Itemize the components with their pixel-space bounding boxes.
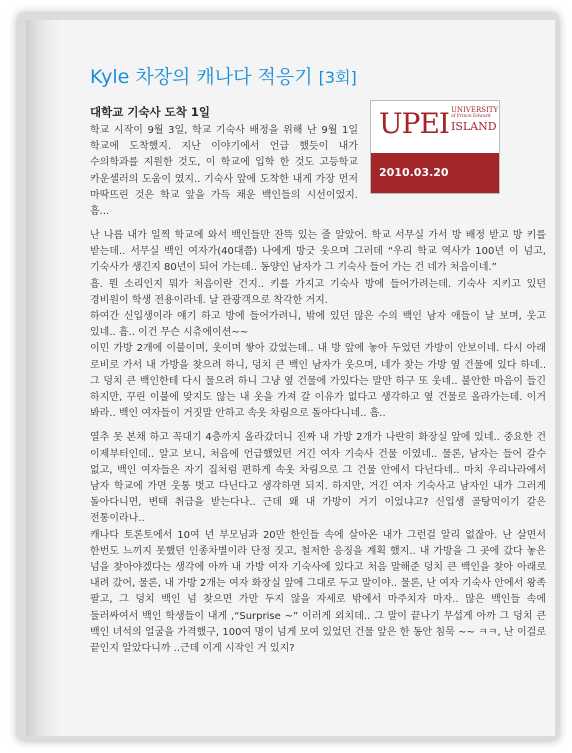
upei-logo-image bbox=[370, 100, 500, 194]
body-paragraph: 난 나름 내가 일찍 학교에 와서 백인들만 잔뜩 있는 줄 알았어. 학교 서무실 가서 방 배정 받고 방 키를 받는데.. 서무실 백인 여자가(40대쯤) 나에게 방긋 웃으며 그러데 “우리 학교 역사가 100년 이 넘고, 기숙사가 생긴지 80년이 되어 가는데.. 동양인 남자가 그 기숙사 들어 가는 건 네가 처음이네.” bbox=[90, 230, 546, 274]
body-paragraph: 하여간 신입생이라 얘기 하고 방에 들어가려니, 밖에 있던 많은 수의 백인 남자 애들이 날 보며, 웃고 있네.. 흠.. 이건 무슨 시츄에이션~~ bbox=[90, 311, 546, 339]
logo-of: of Prince Edward bbox=[451, 114, 491, 119]
article-date: 2010.03.20 bbox=[371, 153, 499, 193]
logo-island: ISLAND bbox=[451, 119, 497, 133]
article-subtitle: 대학교 기숙사 도착 1일 bbox=[90, 105, 210, 119]
logo-side-text bbox=[451, 107, 497, 132]
body-paragraph: 열추 못 본채 하고 꼭대기 4층까지 올라갔더니 진짜 내 가방 2개가 나란히 화장실 앞에 있네.. 중요한 건 이제부터인데.. 알고 보니, 처음에 언급했었던 거긴 여자 기숙사 건물 이였네.. 물론, 남자는 들어 갈수 없고, 백인 여자들은 자기 집처럼 편하게 속옷 차림으로 그 건물 안에서 다닌다네.. 마치 우리나라에서 남자 학교에 가면 웃통 벗고 다닌다고 생각하면 되지. 하지만, 거긴 여자 기숙사고 남자인 내가 그러게 돌아다니면, 변태 취급을 받는다나.. 근데 왜 내 가방이 거기 이었냐고? 신입생 골탕먹이기 같은 전통이라나.. bbox=[90, 432, 546, 525]
logo-university: UNIVERSITY bbox=[451, 106, 499, 114]
body-paragraph: 흠. 뭔 소리인지 뭐가 처음이란 건지.. 키를 가지고 기숙사 방에 들어가려는데. 기숙사 지키고 있던 경비원이 학생 전용이라네. 날 관광객으로 착각한 거지. bbox=[90, 278, 546, 306]
intro-paragraph: 학교 시작이 9월 3일, 학교 기숙사 배정을 위해 난 9월 1일 학교에 도착했지. 지난 이야기에서 언급 했듯이 내가 수의학과를 지원한 것도, 이 학교에 입학 한 것도 고등학교 카운셀러의 도움이 였지.. 기숙사 앞에 도착한 내게 가장 먼저 마딱뜨린 것은 학교 앞을 가득 채운 백인들의 시선이었지. 흠... bbox=[90, 125, 358, 218]
episode-number: [3회] bbox=[318, 68, 357, 87]
body-paragraph: 이민 가방 2개에 이불이며, 옷이며 쌓아 갔었는데.. 내 방 앞에 놓아 두었던 가방이 안보이네. 다시 아래 로비로 가서 내 가방을 찾으려 하니, 덩치 큰 백인 남자가 웃으며, 네가 찾는 가방 옆 건물에 있다 하네.. 그 덩치 큰 백인한테 다시 물으려 하니 그냥 옆 건물에 가있다는 말만 하구 또 웃네.. 불안한 마음이 들긴 하지만, 꾸린 이불에 맞지도 않는 내 옷을 가져 갈 이유가 없다고 생각하고 옆 건물로 올라가는데. 이거 봐라.. 백인 여자들이 거짓말 안하고 속옷 차림으로 돌아다니네.. 흠.. bbox=[90, 343, 546, 420]
logo-brand: UPEI bbox=[379, 107, 449, 140]
page-binding bbox=[26, 20, 64, 736]
article-body bbox=[90, 228, 546, 657]
body-paragraph: 캐나다 토론토에서 10여 년 부모님과 20만 한인들 속에 살아온 내가 그런걸 알리 없잖아. 난 살면서 한번도 느끼지 못했던 인종차별이라 단정 짓고, 철저한 응징을 계획 했지.. 내 가방을 그 곳에 갔다 놓은 넘을 찾아야겠다는 생각에 아까 내 가방 여자 기숙사에 있다고 처음 말해준 덩치 큰 백인을 찾아 아래로 내려 갔어, 물론, 내 가방 2개는 여자 화장실 앞에 그대로 두고 말이야.. 물론, 난 여자 기숙사 안에서 왕족 팔고, 그 덩치 백인 넘 찾으면 가만 두지 않을 자세로 밖에서 마주치자 마자.. 많은 백인들 속에 둘러싸여서 백인 학생들이 내게 ,“Surprise ~” 이러게 외치데.. 그 말이 끝나기 무섭게 아까 그 덩치 큰 백인 녀석의 얼굴을 가격했구, 100여 명이 넘게 모여 있었던 건물 앞은 한 동안 침묵 ~~ ㅋㅋ, 난 이걸로 끝인지 알았다니까 ..근데 이게 시작인 거 있지? bbox=[90, 529, 546, 655]
article-title bbox=[90, 62, 357, 89]
article-title-text: Kyle 차장의 캐나다 적응기 bbox=[90, 66, 319, 88]
